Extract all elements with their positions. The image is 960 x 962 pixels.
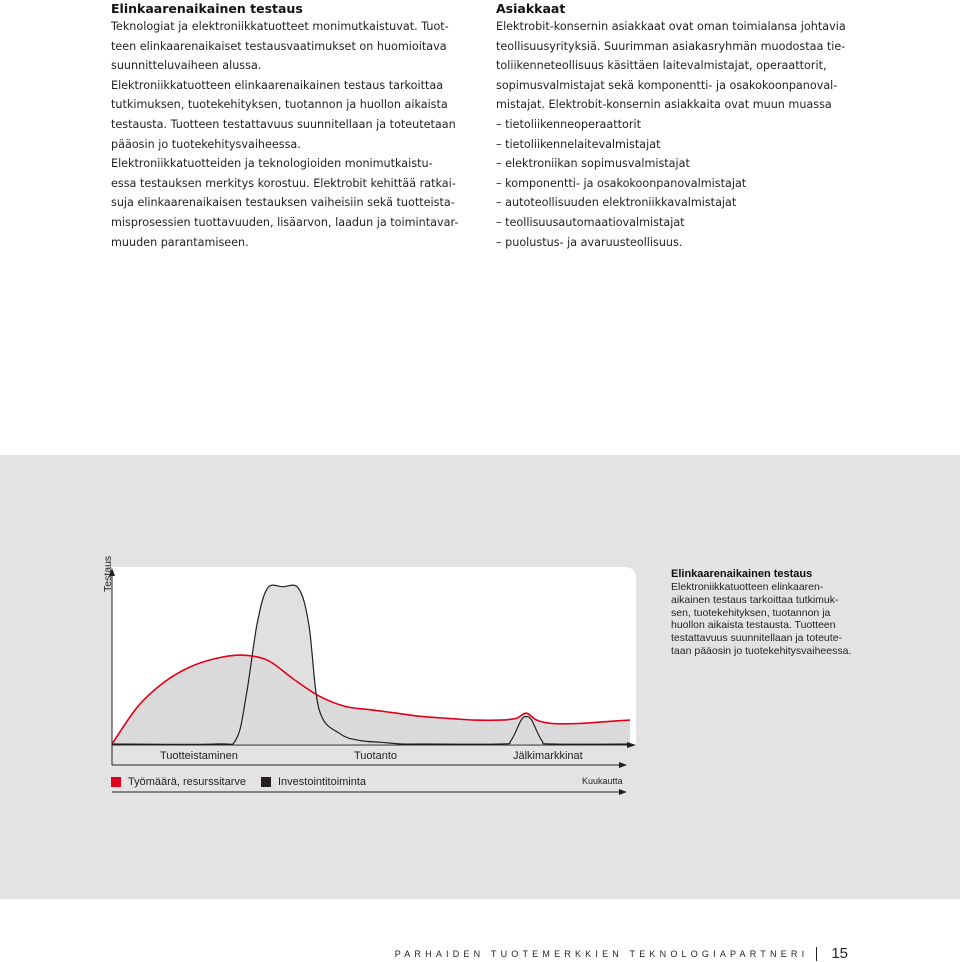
phase-bar-arrow (619, 762, 627, 768)
left-paragraph-2 (111, 76, 473, 154)
text-line: tutkimuksen, tuotekehityksen, tuotannon ja huollon aikaista (111, 98, 448, 112)
page-number: 15 (831, 945, 848, 962)
text-line: Elektroniikkatuotteen elinkaaren- (671, 581, 824, 593)
text-line: teollisuusyrityksiä. Suurimman asiakasryhmän muodostaa tie- (496, 39, 846, 53)
phase-label: Tuotanto (354, 750, 398, 762)
legend-label: Investointitoiminta (278, 776, 367, 788)
y-axis-label: Testaus (102, 555, 114, 592)
phase-label: Tuotteistaminen (160, 750, 238, 762)
footer-divider (816, 947, 817, 961)
text-line: aikainen testaus tarkoittaa tutkimuk- (671, 593, 839, 606)
page-footer (395, 945, 848, 962)
right-column (496, 0, 862, 252)
legend-item-investment (261, 776, 366, 788)
chart-panel (0, 455, 960, 899)
text-line: testausta. Tuotteen testattavuus suunnitellaan ja toteutetaan (111, 117, 456, 131)
text-line: suja elinkaarenaikaisen testauksen vaiheisiin sekä tuotteista- (111, 196, 455, 210)
time-axis-arrow (619, 789, 627, 795)
phase-label: Jälkimarkkinat (513, 750, 583, 762)
text-line: Elektroniikkatuotteen elinkaarenaikainen testaus tarkoittaa (111, 78, 444, 92)
text-line: taan pääosin jo tuotekehitysvaiheessa. (671, 644, 852, 657)
caption-title: Elinkaarenaikainen testaus (671, 568, 813, 580)
chart-caption (671, 568, 856, 658)
text-line: sopimusvalmistajat sekä komponentti- ja osakokoonpanoval- (496, 78, 838, 92)
footer-tagline: PARHAIDEN TUOTEMERKKIEN TEKNOLOGIAPARTNERI (394, 948, 809, 959)
list-item: – komponentti- ja osakokoonpanovalmistajat (496, 176, 747, 190)
list-item: – puolustus- ja avaruusteollisuus. (496, 235, 683, 249)
text-line: misprosessien tuottavuuden, lisäarvon, laadun ja toimintavar- (111, 215, 459, 229)
right-intro (496, 17, 862, 115)
text-line: suunnitteluvaiheen alussa. (111, 59, 262, 73)
text-line: pääosin jo tuotekehitysvaiheessa. (111, 137, 301, 151)
caption-text (671, 581, 856, 658)
legend-swatch-black (261, 777, 271, 787)
list-item: – tietoliikennelaitevalmistajat (496, 137, 661, 151)
left-paragraph-3 (111, 154, 473, 252)
lifecycle-chart (0, 455, 960, 899)
left-heading: Elinkaarenaikainen testaus (111, 1, 303, 16)
list-item: – tietoliikenneoperaattorit (496, 117, 641, 131)
text-line: testattavuus suunnitellaan ja toteute- (671, 632, 843, 645)
legend-swatch-red (111, 777, 121, 787)
x-axis-label: Kuukautta (582, 776, 623, 786)
text-line: toliikenneteollisuus käsittäen laitevalmistajat, operaattorit, (496, 59, 827, 73)
text-line: Elektroniikkatuotteiden ja teknologioiden monimutkaistu- (111, 157, 433, 171)
list-item: – autoteollisuuden elektroniikkavalmistajat (496, 196, 737, 210)
text-line: Teknologiat ja elektroniikkatuotteet monimutkaistuvat. Tuot- (111, 20, 449, 33)
customer-list (496, 115, 862, 252)
legend-item-workload (111, 776, 246, 788)
text-line: muuden parantamiseen. (111, 235, 249, 249)
text-line: essa testauksen merkitys korostuu. Elektrobit kehittää ratkai- (111, 176, 456, 190)
text-line: mistajat. Elektrobit-konsernin asiakkaita ovat muun muassa (496, 98, 832, 112)
text-line: sen, tuotekehityksen, tuotannon ja (671, 606, 831, 619)
list-item: – teollisuusautomaatiovalmistajat (496, 215, 685, 229)
legend-label: Työmäärä, resurssitarve (128, 776, 246, 788)
text-line: huollon aikaista testausta. Tuotteen (671, 619, 836, 632)
left-column (111, 0, 473, 252)
right-heading: Asiakkaat (496, 1, 566, 16)
text-line: Elektrobit-konsernin asiakkaat ovat oman toimialansa johtavia (496, 20, 846, 33)
left-paragraph-1 (111, 17, 473, 76)
text-line: teen elinkaarenaikaiset testausvaatimukset on huomioitava (111, 39, 447, 53)
list-item: – elektroniikan sopimusvalmistajat (496, 157, 690, 171)
